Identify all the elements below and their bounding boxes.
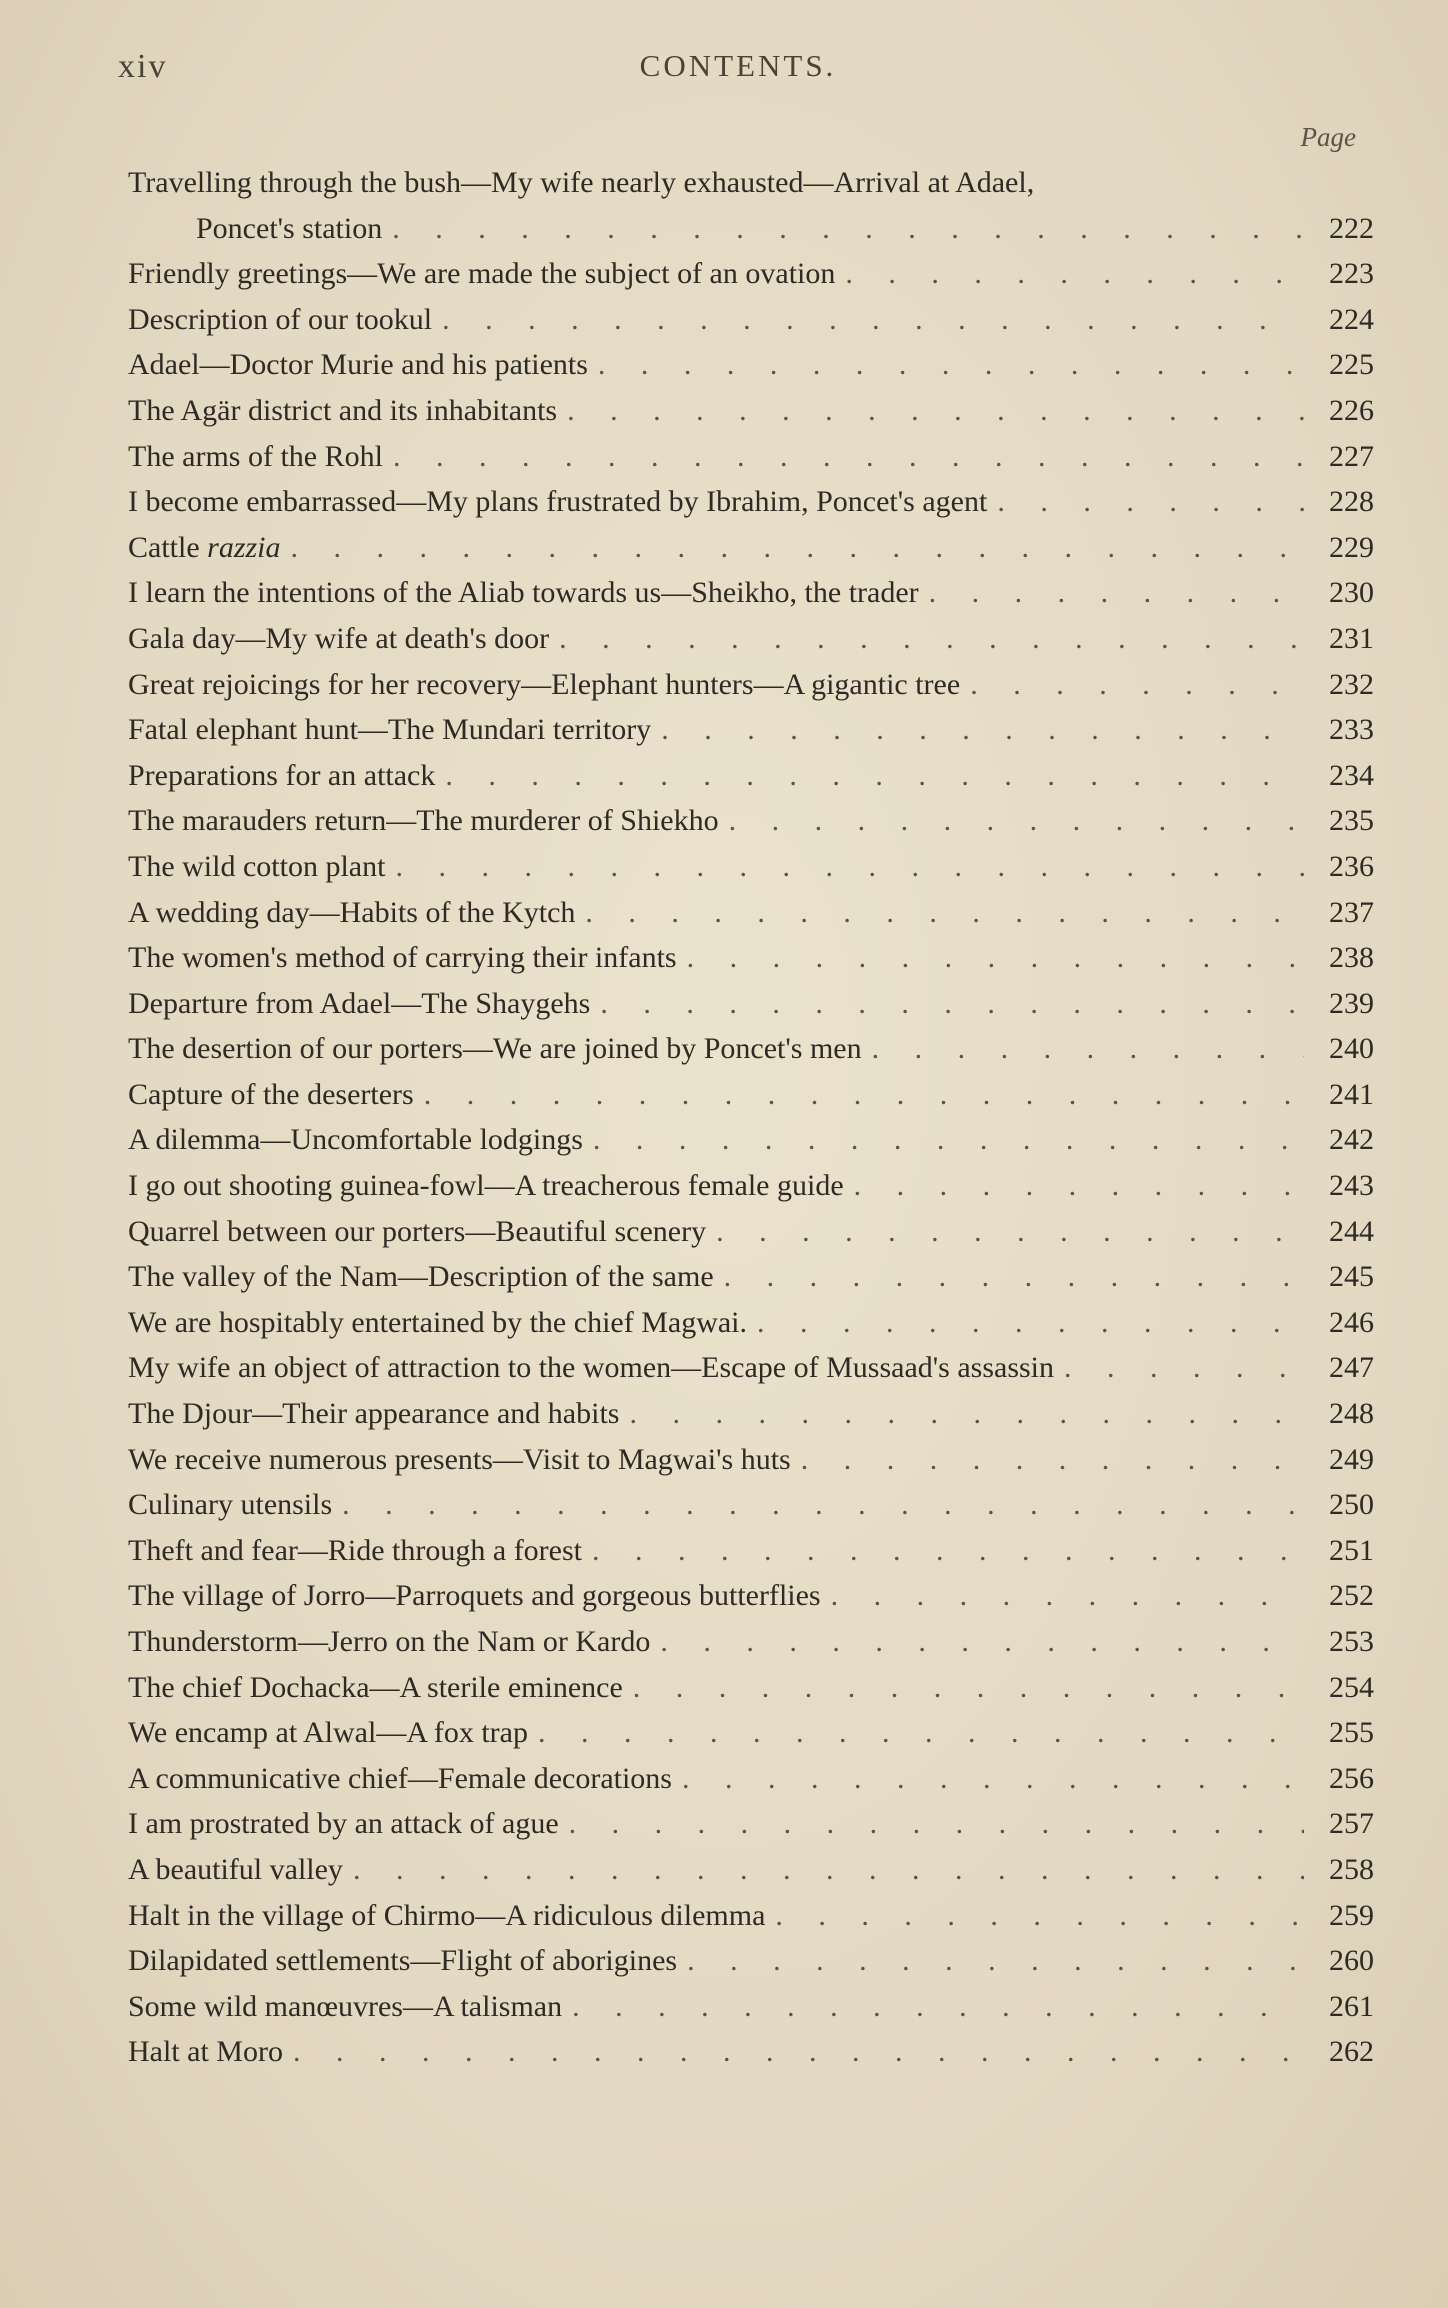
entry-title: Description of our tookul: [128, 302, 433, 336]
dot-leader: [831, 1573, 1304, 1619]
dot-leader: [293, 2029, 1304, 2075]
dot-leader: [970, 662, 1304, 708]
entry-title: A communicative chief—Female decorations: [128, 1761, 672, 1795]
contents-entry: [128, 1573, 1374, 1619]
contents-entry: [128, 1209, 1374, 1255]
dot-leader: [393, 434, 1304, 480]
entry-page-number: 230: [1329, 576, 1374, 610]
entry-title: We are hospitably entertained by the chief Magwai.: [128, 1305, 748, 1339]
entry-title: The Agär district and its inhabitants: [128, 393, 558, 427]
entry-title-italic: razzia: [207, 530, 281, 564]
entry-page-number: 233: [1329, 713, 1374, 747]
contents-entry: [128, 1300, 1374, 1346]
entry-title: Halt at Moro: [128, 2035, 283, 2069]
entry-page-number: 235: [1329, 804, 1374, 838]
entry-title: Friendly greetings—We are made the subject of an ovation: [128, 257, 836, 291]
entry-page-number: 252: [1329, 1579, 1374, 1613]
dot-leader: [353, 1847, 1304, 1893]
entry-page-number: 262: [1329, 2035, 1374, 2069]
entry-title: A wedding day—Habits of the Kytch: [128, 895, 576, 929]
entry-title: Theft and fear—Ride through a forest: [128, 1533, 582, 1567]
contents-entry: [128, 525, 1374, 571]
entry-title: The village of Jorro—Parroquets and gorgeous butterflies: [128, 1579, 821, 1613]
contents-entry: [128, 890, 1374, 936]
entry-title: [128, 525, 291, 571]
contents-entry: [128, 798, 1374, 844]
contents-entry: [128, 1847, 1374, 1893]
dot-leader: [291, 525, 1304, 571]
entry-title: Quarrel between our porters—Beautiful scenery: [128, 1214, 707, 1248]
contents-entry: [128, 1665, 1374, 1711]
contents-entry: [128, 570, 1374, 616]
contents-entry: [128, 1984, 1374, 2030]
dot-leader: [724, 1254, 1304, 1300]
dot-leader: [593, 1117, 1304, 1163]
dot-leader: [442, 297, 1304, 343]
page-title: CONTENTS.: [639, 48, 837, 83]
entry-page-number: 234: [1329, 758, 1374, 792]
entry-page-number: 259: [1329, 1898, 1374, 1932]
contents-entry: [128, 1026, 1374, 1072]
contents-entry: [128, 662, 1374, 708]
contents-entry: [128, 981, 1374, 1027]
entry-page-number: 222: [1329, 211, 1374, 245]
contents-entry: [128, 342, 1374, 388]
entry-page-number: 224: [1329, 302, 1374, 336]
entry-title: The wild cotton plant: [128, 849, 386, 883]
entry-page-number: 247: [1329, 1351, 1374, 1385]
dot-leader: [801, 1437, 1304, 1483]
page-folio: xiv: [118, 48, 168, 85]
contents-entry: [128, 1482, 1374, 1528]
dot-leader: [1064, 1345, 1304, 1391]
entry-title: My wife an object of attraction to the women—Escape of Mussaad's assassin: [128, 1351, 1055, 1385]
entry-page-number: 225: [1329, 348, 1374, 382]
running-head: [118, 48, 1358, 88]
dot-leader: [569, 1801, 1304, 1847]
contents-entry: [128, 297, 1374, 343]
entry-page-number: 223: [1329, 257, 1374, 291]
entry-title: The desertion of our porters—We are joined by Poncet's men: [128, 1032, 862, 1066]
entry-title: The women's method of carrying their infants: [128, 941, 677, 975]
entry-page-number: 245: [1329, 1260, 1374, 1294]
entry-title: Travelling through the bush—My wife nearly exhausted—Arrival at Adael,: [128, 166, 1035, 199]
dot-leader: [775, 1893, 1304, 1939]
dot-leader: [585, 890, 1304, 936]
entry-page-number: 251: [1329, 1533, 1374, 1567]
contents-entry: [128, 206, 1374, 252]
contents-entry: [128, 1893, 1374, 1939]
dot-leader: [572, 1984, 1304, 2030]
dot-leader: [757, 1300, 1304, 1346]
entry-title: Dilapidated settlements—Flight of aborigines: [128, 1944, 678, 1978]
entry-title: Adael—Doctor Murie and his patients: [128, 348, 588, 382]
dot-leader: [687, 935, 1304, 981]
contents-entry: [128, 1117, 1374, 1163]
entry-page-number: 244: [1329, 1214, 1374, 1248]
entry-page-number: 257: [1329, 1807, 1374, 1841]
entry-title: Thunderstorm—Jerro on the Nam or Kardo: [128, 1625, 651, 1658]
entry-page-number: 242: [1329, 1123, 1374, 1157]
contents-entry: [128, 479, 1374, 525]
entry-page-number: 250: [1329, 1488, 1374, 1522]
entry-page-number: 237: [1329, 895, 1374, 929]
dot-leader: [592, 1528, 1304, 1574]
entry-title: Poncet's station: [196, 211, 383, 245]
entry-title: We receive numerous presents—Visit to Magwai's huts: [128, 1442, 791, 1476]
entry-page-number: 226: [1329, 393, 1374, 427]
contents-entry: [128, 935, 1374, 981]
entry-title: We encamp at Alwal—A fox trap: [128, 1716, 528, 1750]
contents-entry: [128, 1254, 1374, 1300]
contents-entry: [128, 1619, 1374, 1665]
entry-title: I become embarrassed—My plans frustrated by Ibrahim, Poncet's agent: [128, 485, 988, 519]
dot-leader: [559, 616, 1304, 662]
contents-entry: [128, 2029, 1374, 2075]
entry-page-number: 231: [1329, 621, 1374, 655]
dot-leader: [567, 388, 1304, 434]
contents-entry: [128, 160, 1374, 206]
entry-page-number: 243: [1329, 1169, 1374, 1203]
dot-leader: [600, 981, 1304, 1027]
entry-page-number: 253: [1329, 1625, 1374, 1658]
dot-leader: [660, 1619, 1304, 1665]
entry-title: Preparations for an attack: [128, 758, 436, 792]
dot-leader: [392, 206, 1304, 252]
contents-entry: [128, 1345, 1374, 1391]
entry-page-number: 229: [1329, 530, 1374, 564]
entry-page-number: 260: [1329, 1944, 1374, 1978]
contents-entry: [128, 1938, 1374, 1984]
dot-leader: [445, 753, 1304, 799]
entry-page-number: 255: [1329, 1716, 1374, 1750]
contents-entry: [128, 1756, 1374, 1802]
entry-title: A dilemma—Uncomfortable lodgings: [128, 1123, 583, 1157]
contents-entry: [128, 753, 1374, 799]
contents-entry: [128, 1163, 1374, 1209]
entry-title: Halt in the village of Chirmo—A ridiculous dilemma: [128, 1898, 766, 1932]
entry-title: Departure from Adael—The Shaygehs: [128, 986, 591, 1020]
entry-title: The chief Dochacka—A sterile eminence: [128, 1670, 623, 1704]
entry-title: I am prostrated by an attack of ague: [128, 1807, 559, 1841]
contents-entry: [128, 434, 1374, 480]
entry-page-number: 249: [1329, 1442, 1374, 1476]
dot-leader: [929, 570, 1304, 616]
page-column-label: Page: [1300, 122, 1356, 152]
dot-leader: [424, 1072, 1304, 1118]
contents-entry: [128, 844, 1374, 890]
entry-title: The arms of the Rohl: [128, 439, 383, 473]
entry-title: I learn the intentions of the Aliab towards us—Sheikho, the trader: [128, 576, 919, 610]
contents-entry: [128, 1437, 1374, 1483]
contents-entry: [128, 1072, 1374, 1118]
contents-entry: [128, 1391, 1374, 1437]
entry-page-number: 228: [1329, 485, 1374, 519]
dot-leader: [687, 1938, 1304, 1984]
entry-title: Some wild manœuvres—A talisman: [128, 1989, 563, 2023]
entry-page-number: 248: [1329, 1397, 1374, 1431]
entry-title: Culinary utensils: [128, 1488, 333, 1522]
dot-leader: [661, 707, 1304, 753]
dot-leader: [538, 1710, 1304, 1756]
entry-page-number: 240: [1329, 1032, 1374, 1066]
contents-entry: [128, 251, 1374, 297]
dot-leader: [629, 1391, 1304, 1437]
entry-title: Capture of the deserters: [128, 1077, 414, 1111]
entry-page-number: 238: [1329, 941, 1374, 975]
dot-leader: [598, 342, 1304, 388]
entry-title: The Djour—Their appearance and habits: [128, 1397, 620, 1431]
dot-leader: [997, 479, 1304, 525]
contents-list: [128, 160, 1374, 2075]
entry-title: The marauders return—The murderer of Shiekho: [128, 804, 719, 838]
entry-page-number: 241: [1329, 1077, 1374, 1111]
contents-entry: [128, 1710, 1374, 1756]
entry-title: Great rejoicings for her recovery—Elephant hunters—A gigantic tree: [128, 667, 961, 701]
entry-title: I go out shooting guinea-fowl—A treacherous female guide: [128, 1169, 844, 1203]
entry-page-number: 236: [1329, 849, 1374, 883]
contents-entry: [128, 388, 1374, 434]
dot-leader: [716, 1209, 1304, 1255]
entry-title-plain: Cattle: [128, 530, 208, 564]
dot-leader: [872, 1026, 1304, 1072]
entry-title: Fatal elephant hunt—The Mundari territory: [128, 713, 652, 747]
entry-title: Gala day—My wife at death's door: [128, 621, 550, 655]
entry-title: The valley of the Nam—Description of the same: [128, 1260, 714, 1294]
dot-leader: [845, 251, 1304, 297]
entry-title: A beautiful valley: [128, 1852, 343, 1886]
entry-page-number: 258: [1329, 1852, 1374, 1886]
contents-entry: [128, 1528, 1374, 1574]
dot-leader: [682, 1756, 1304, 1802]
entry-page-number: 254: [1329, 1670, 1374, 1704]
entry-page-number: 239: [1329, 986, 1374, 1020]
dot-leader: [729, 798, 1304, 844]
entry-page-number: 232: [1329, 667, 1374, 701]
entry-page-number: 261: [1329, 1989, 1374, 2023]
dot-leader: [854, 1163, 1304, 1209]
contents-entry: [128, 707, 1374, 753]
dot-leader: [633, 1665, 1304, 1711]
contents-entry: [128, 1801, 1374, 1847]
dot-leader: [395, 844, 1304, 890]
contents-entry: [128, 616, 1374, 662]
entry-page-number: 227: [1329, 439, 1374, 473]
entry-page-number: 246: [1329, 1305, 1374, 1339]
dot-leader: [342, 1482, 1304, 1528]
entry-page-number: 256: [1329, 1761, 1374, 1795]
